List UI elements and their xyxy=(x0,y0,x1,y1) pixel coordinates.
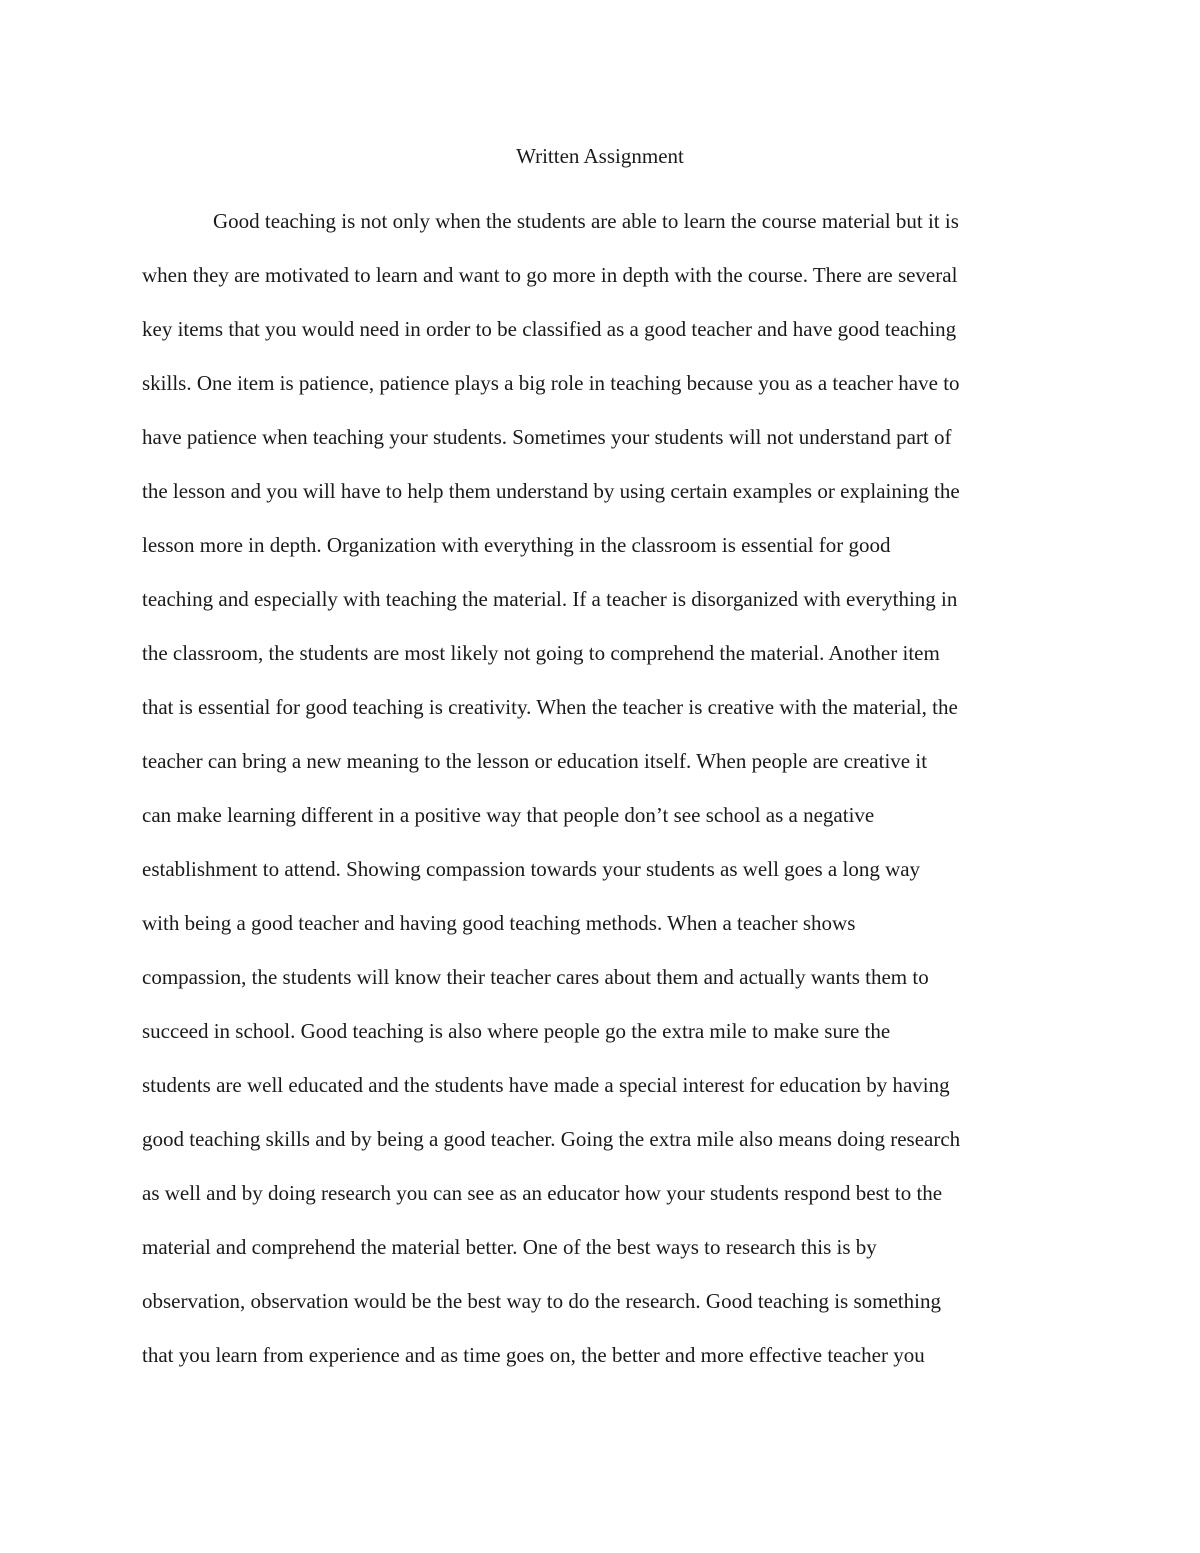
paragraph-line: succeed in school. Good teaching is also where people go the extra mile to make sure the xyxy=(142,1019,891,1043)
paragraph-line: students are well educated and the students have made a special interest for education by having xyxy=(142,1073,950,1097)
paragraph-line: the lesson and you will have to help them understand by using certain examples or explaining the xyxy=(142,479,960,503)
paragraph-line: material and comprehend the material better. One of the best ways to research this is by xyxy=(142,1235,877,1259)
paragraph-line: have patience when teaching your students. Sometimes your students will not understand part of xyxy=(142,425,952,449)
paragraph-line: the classroom, the students are most likely not going to comprehend the material. Another item xyxy=(142,641,940,665)
document-title: Written Assignment xyxy=(516,144,684,168)
paragraph-line: that is essential for good teaching is creativity. When the teacher is creative with the material, the xyxy=(142,695,958,719)
paragraph-line: observation, observation would be the best way to do the research. Good teaching is something xyxy=(142,1289,941,1313)
paragraph-line: that you learn from experience and as time goes on, the better and more effective teacher you xyxy=(142,1343,925,1367)
paragraph-line: skills. One item is patience, patience plays a big role in teaching because you as a teacher have to xyxy=(142,371,960,395)
paragraph-line: Good teaching is not only when the students are able to learn the course material but it is xyxy=(213,209,959,233)
paragraph-line: can make learning different in a positive way that people don’t see school as a negative xyxy=(142,803,875,827)
paragraph-line: compassion, the students will know their teacher cares about them and actually wants them to xyxy=(142,965,929,989)
paragraph xyxy=(142,194,1102,1382)
paragraph-line: with being a good teacher and having good teaching methods. When a teacher shows xyxy=(142,911,856,935)
paragraph-line: key items that you would need in order to be classified as a good teacher and have good teaching xyxy=(142,317,957,341)
paragraph-line: teacher can bring a new meaning to the lesson or education itself. When people are creative it xyxy=(142,749,928,773)
paragraph-line: teaching and especially with teaching the material. If a teacher is disorganized with everything in xyxy=(142,587,958,611)
paragraph-line: as well and by doing research you can see as an educator how your students respond best to the xyxy=(142,1181,943,1205)
paragraph-line: establishment to attend. Showing compassion towards your students as well goes a long way xyxy=(142,857,921,881)
paragraph-line: when they are motivated to learn and want to go more in depth with the course. There are several xyxy=(142,263,958,287)
paragraph-line: lesson more in depth. Organization with everything in the classroom is essential for good xyxy=(142,533,891,557)
paragraph-line: good teaching skills and by being a good teacher. Going the extra mile also means doing research xyxy=(142,1127,961,1151)
